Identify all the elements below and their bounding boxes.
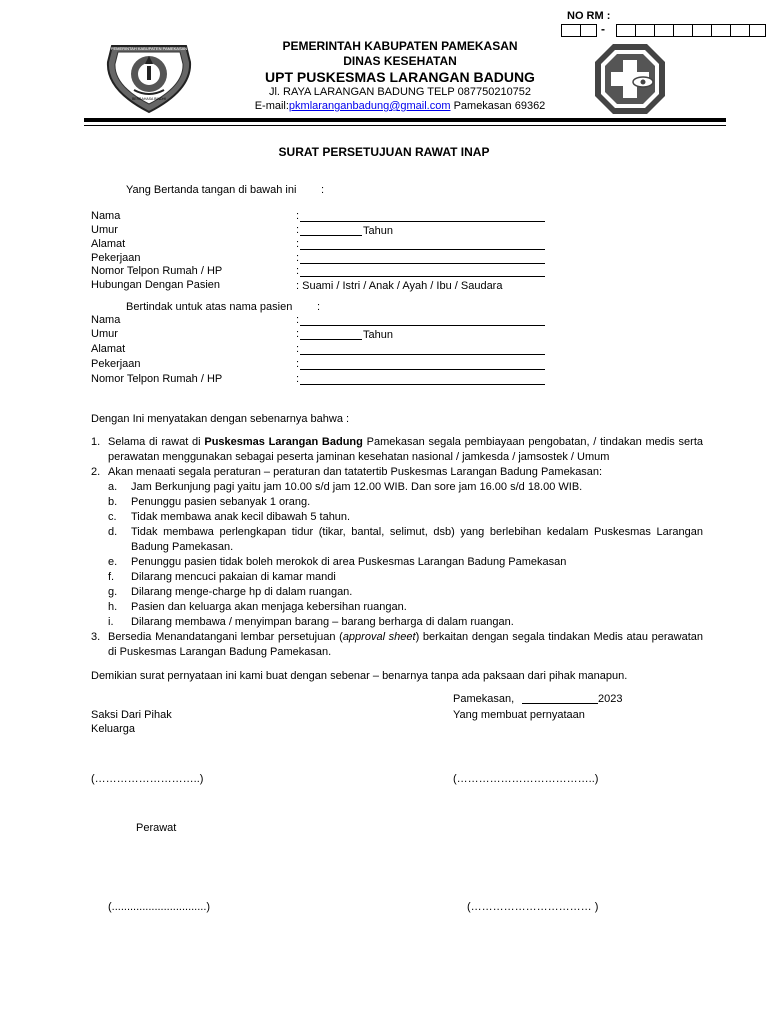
no-rm-box[interactable]	[654, 24, 674, 37]
closing-text: Demikian surat pernyataan ini kami buat dengan sebenar – benarnya tanpa ada paksaan dari pihak manapun.	[91, 670, 628, 682]
sub-letter: g.	[108, 586, 118, 598]
sub-item-text: Penunggu pasien tidak boleh merokok di area Puskesmas Larangan Badung Pamekasan	[131, 556, 567, 568]
no-rm-box[interactable]	[580, 24, 597, 37]
label-telpon-pasien: Nomor Telpon Rumah / HP	[91, 373, 223, 385]
no-rm-box[interactable]	[730, 24, 750, 37]
intro2-colon: :	[317, 301, 321, 313]
header-government: PEMERINTAH KABUPATEN PAMEKASAN	[282, 39, 518, 53]
item-1-text: Selama di rawat di Puskesmas Larangan Badung Pamekasan segala pembiayaan pengobatan, / tindakan medis serta perawatan menggunakan sebagai peserta jaminan kesehatan nasional / jamkesda / jamsostek / Umum	[108, 436, 703, 463]
label-telpon: Nomor Telpon Rumah / HP	[91, 265, 223, 277]
second-signature-field[interactable]: (…………………………… )	[467, 901, 599, 913]
intro-colon: :	[321, 184, 325, 196]
no-rm-box[interactable]	[749, 24, 766, 37]
label-pekerjaan-pasien: Pekerjaan	[91, 358, 141, 370]
sub-item-text: Tidak membawa perlengkapan tidur (tikar, bantal, selimut, dsb) yang berlebihan kedalam Puskesmas Larangan Badung Pamekasan.	[131, 526, 703, 553]
label-pekerjaan: Pekerjaan	[91, 252, 141, 264]
sub-letter: e.	[108, 556, 118, 568]
witness-label-line1: Saksi Dari Pihak	[91, 709, 172, 721]
label-tahun-pasien: Tahun	[363, 329, 393, 341]
signature-place: Pamekasan,	[453, 693, 515, 705]
sub-letter: f.	[108, 571, 115, 583]
maker-signature-field[interactable]: (………………………………..)	[453, 773, 599, 785]
item-number: 2.	[91, 466, 101, 478]
intro2-text: Bertindak untuk atas nama pasien	[126, 301, 293, 313]
sub-letter: d.	[108, 526, 118, 538]
no-rm-label: NO RM :	[567, 10, 611, 22]
field-alamat[interactable]	[300, 249, 545, 250]
email-suffix: Pamekasan 69362	[450, 100, 546, 112]
email-prefix: E-mail:	[254, 100, 289, 112]
puskesmas-logo-icon	[593, 42, 667, 116]
item-number: 3.	[91, 631, 101, 643]
item-3-text: Bersedia Menandatangani lembar persetujuan (approval sheet) berkaitan dengan segala tindakan Medis atau perawatan di Puskesmas Larangan Badung Pamekasan.	[108, 631, 703, 658]
no-rm-box[interactable]	[561, 24, 581, 37]
field-nama-pasien[interactable]	[300, 325, 545, 326]
no-rm-box[interactable]	[616, 24, 636, 37]
field-telpon-pasien[interactable]	[300, 384, 545, 385]
label-umur-pasien: Umur	[91, 328, 118, 340]
witness-label-line2: Keluarga	[91, 723, 136, 735]
witness-signature-field[interactable]: (………………………..)	[91, 773, 204, 785]
statement-text: Dengan Ini menyatakan dengan sebenarnya bahwa :	[91, 413, 350, 425]
item-2-text: Akan menaati segala peraturan – peraturan dan tatatertib Puskesmas Larangan Badung Pamekasan:	[108, 466, 603, 478]
sub-item-text: Dilarang mencuci pakaian di kamar mandi	[131, 571, 336, 583]
no-rm-dash: -	[601, 22, 605, 36]
field-pekerjaan[interactable]	[300, 263, 545, 264]
signature-maker-label: Yang membuat pernyataan	[453, 709, 585, 721]
no-rm-box[interactable]	[692, 24, 712, 37]
hubungan-options[interactable]: : Suami / Istri / Anak / Ayah / Ibu / Saudara	[296, 280, 503, 292]
field-pekerjaan-pasien[interactable]	[300, 369, 545, 370]
sub-letter: b.	[108, 496, 118, 508]
no-rm-box[interactable]	[635, 24, 655, 37]
label-nama: Nama	[91, 210, 121, 222]
field-umur-pasien[interactable]	[300, 339, 362, 340]
intro-text: Yang Bertanda tangan di bawah ini	[126, 184, 297, 196]
sub-letter: h.	[108, 601, 118, 613]
header-institution: UPT PUSKESMAS LARANGAN BADUNG	[265, 69, 535, 85]
pamekasan-emblem-icon	[104, 38, 194, 114]
sub-item-text: Dilarang membawa / menyimpan barang – barang berharga di dalam ruangan.	[131, 616, 514, 628]
label-alamat-pasien: Alamat	[91, 343, 126, 355]
email-link[interactable]: pkmlaranganbadung@gmail.com	[288, 100, 451, 112]
sub-letter: c.	[108, 511, 117, 523]
header-divider-thick	[84, 118, 726, 122]
svg-text:PEMERINTAH KABUPATEN PAMEKASAN: PEMERINTAH KABUPATEN PAMEKASAN	[110, 46, 188, 51]
document-title: SURAT PERSETUJUAN RAWAT INAP	[278, 145, 490, 159]
no-rm-box[interactable]	[711, 24, 731, 37]
header-department: DINAS KESEHATAN	[343, 54, 457, 68]
label-alamat: Alamat	[91, 238, 126, 250]
sub-item-text: Tidak membawa anak kecil dibawah 5 tahun.	[131, 511, 351, 523]
header-email-line	[200, 100, 600, 112]
field-date[interactable]	[522, 703, 598, 704]
no-rm-box[interactable]	[673, 24, 693, 37]
label-hubungan: Hubungan Dengan Pasien	[91, 279, 221, 291]
header-divider-thin	[84, 125, 726, 126]
field-telpon[interactable]	[300, 276, 545, 277]
field-alamat-pasien[interactable]	[300, 354, 545, 355]
sub-item-text: Pasien dan keluarga akan menjaga kebersihan ruangan.	[131, 601, 407, 613]
sub-item-text: Dilarang menge-charge hp di dalam ruangan.	[131, 586, 353, 598]
perawat-signature-field[interactable]: (...............................)	[108, 901, 211, 913]
signature-year: 2023	[598, 693, 623, 705]
perawat-label: Perawat	[136, 822, 177, 834]
label-nama-pasien: Nama	[91, 314, 121, 326]
item-number: 1.	[91, 436, 101, 448]
header-address: Jl. RAYA LARANGAN BADUNG TELP 087750210752	[268, 86, 532, 98]
label-tahun: Tahun	[363, 225, 393, 237]
sub-item-text: Penunggu pasien sebanyak 1 orang.	[131, 496, 311, 508]
label-umur: Umur	[91, 224, 118, 236]
sub-letter: a.	[108, 481, 118, 493]
field-umur[interactable]	[300, 235, 362, 236]
svg-text:BERBAHASA BINDHI: BERBAHASA BINDHI	[131, 97, 167, 101]
sub-item-text: Jam Berkunjung pagi yaitu jam 10.00 s/d jam 12.00 WIB. Dan sore jam 16.00 s/d 18.00 WIB.	[131, 481, 583, 493]
field-nama[interactable]	[300, 221, 545, 222]
sub-letter: i.	[108, 616, 114, 628]
